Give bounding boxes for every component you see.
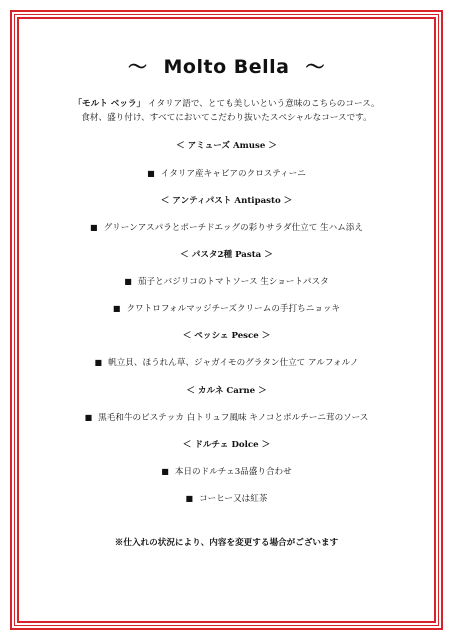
menu-item: [24, 275, 429, 287]
menu-item: [24, 221, 429, 233]
menu-item-text: グリーンアスパラとポーチドエッグの彩りサラダ仕立て 生ハム添え: [103, 223, 363, 233]
menu-item-text: 帆立貝、ほうれん草、ジャガイモのグラタン仕立て アルフォルノ: [108, 358, 359, 368]
supply-change-notice: ※仕入れの状況により、内容を変更する場合がございます: [114, 538, 339, 548]
menu-item-text: 茄子とバジリコのトマトソース 生ショートパスタ: [137, 277, 329, 287]
menu-item-text: イタリア産キャビアのクロスティーニ: [160, 169, 306, 179]
bullet-square-icon: ■: [185, 494, 194, 503]
bullet-square-icon: ■: [112, 304, 121, 313]
section-heading-amuse: ＜ アミューズ Amuse ＞: [176, 141, 277, 151]
menu-item-text: 黒毛和牛のビステッカ 白トリュフ風味 キノコとポルチーニ茸のソース: [98, 413, 369, 423]
intro-line-1: [24, 97, 429, 111]
menu-item-text: コーヒー又は紅茶: [199, 494, 268, 504]
menu-content: [24, 0, 429, 640]
menu-item-text: クワトロフォルマッジチーズクリームの手打ちニョッキ: [126, 304, 341, 314]
bullet-square-icon: ■: [147, 169, 155, 178]
bullet-square-icon: ■: [94, 358, 103, 367]
bullet-square-icon: ■: [124, 277, 132, 286]
course-intro: [24, 97, 429, 125]
section-heading-carne: ＜ カルネ Carne ＞: [186, 386, 267, 396]
menu-item: [24, 492, 429, 504]
section-heading-pesce: ＜ ペッシェ Pesce ＞: [182, 331, 271, 341]
menu-item: [24, 465, 429, 477]
menu-item: [24, 356, 429, 368]
title-tilde-right: 〜: [305, 56, 325, 78]
section-heading-dolce: ＜ ドルチェ Dolce ＞: [182, 440, 271, 450]
menu-item: [24, 167, 429, 179]
course-name: Molto Bella: [163, 56, 290, 78]
intro-course-name: 「モルト ベッラ」: [73, 99, 146, 109]
intro-line-2: 食材、盛り付け、すべてにおいてこだわり抜いたスペシャルなコースです。: [81, 113, 372, 123]
bullet-square-icon: ■: [84, 413, 93, 422]
menu-item: [24, 411, 429, 423]
intro-line-1-text: イタリア語で、とても美しいという意味のこちらのコース。: [147, 99, 380, 109]
menu-item-text: 本日のドルチェ3品盛り合わせ: [174, 467, 292, 477]
bullet-square-icon: ■: [161, 467, 169, 476]
course-title: [24, 52, 429, 79]
bullet-square-icon: ■: [90, 223, 98, 232]
menu-item: [24, 302, 429, 314]
section-heading-pasta: ＜ パスタ2種 Pasta ＞: [180, 250, 273, 260]
title-tilde-left: 〜: [128, 56, 148, 78]
section-heading-antipasto: ＜ アンティパスト Antipasto ＞: [160, 196, 293, 206]
